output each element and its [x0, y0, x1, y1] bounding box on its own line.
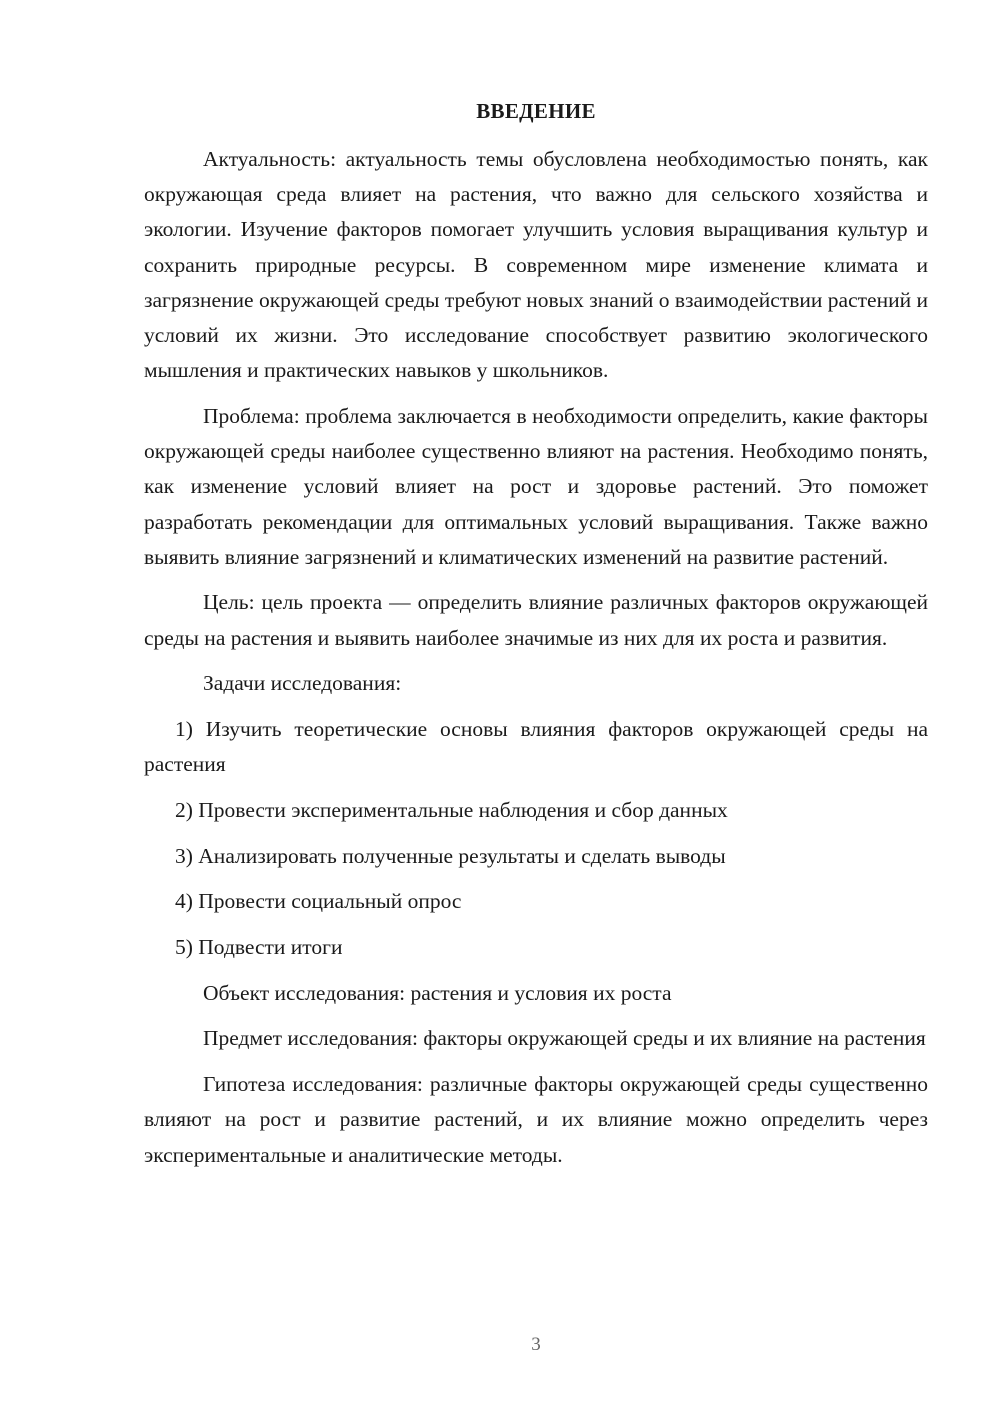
paragraph-subject: Предмет исследования: факторы окружающей среды и их влияние на растения — [203, 1026, 926, 1051]
task-item-4: 4) Провести социальный опрос — [175, 889, 462, 914]
paragraph-problem: Проблема: проблема заключается в необходимости определить, какие факторы окружающей среды наиболее существенно влияют на растения. Необходимо понять, как изменение условий влияет на рост и здоровье растений. Это поможет разработать рекомендации для оптимальных условий выращивания. Также важно выявить влияние загрязнений и климатических изменений на развитие растений. — [144, 403, 928, 569]
page-number: 3 — [531, 1334, 541, 1355]
paragraph-relevance: Актуальность: актуальность темы обусловлена необходимостью понять, как окружающая среда влияет на растения, что важно для сельского хозяйства и экологии. Изучение факторов помогает улучшить условия выращивания культур и сохранить природные ресурсы. В современном мире изменение климата и загрязнение окружающей среды требуют новых знаний о взаимодействии растений и условий их жизни. Это исследование способствует развитию экологического мышления и практических навыков у школьников. — [144, 147, 928, 383]
document-body — [144, 142, 928, 1183]
task-item-3: 3) Анализировать полученные результаты и сделать выводы — [175, 843, 726, 868]
task-item-1: 1) Изучить теоретические основы влияния факторов окружающей среды на растения — [144, 717, 928, 777]
task-item-2: 2) Провести экспериментальные наблюдения и сбор данных — [175, 797, 728, 822]
page-title: ВВЕДЕНИЕ — [476, 99, 596, 123]
paragraph-hypothesis: Гипотеза исследования: различные факторы окружающей среды существенно влияют на рост и развитие растений, и их влияние можно определить через экспериментальные и аналитические методы. — [144, 1072, 928, 1167]
task-item-5: 5) Подвести итоги — [175, 935, 343, 960]
paragraph-object: Объект исследования: растения и условия их роста — [203, 980, 672, 1005]
paragraph-tasks-heading: Задачи исследования: — [203, 671, 402, 696]
paragraph-goal: Цель: цель проекта — определить влияние различных факторов окружающей среды на растения и выявить наиболее значимые из них для их роста и развития. — [144, 590, 928, 650]
